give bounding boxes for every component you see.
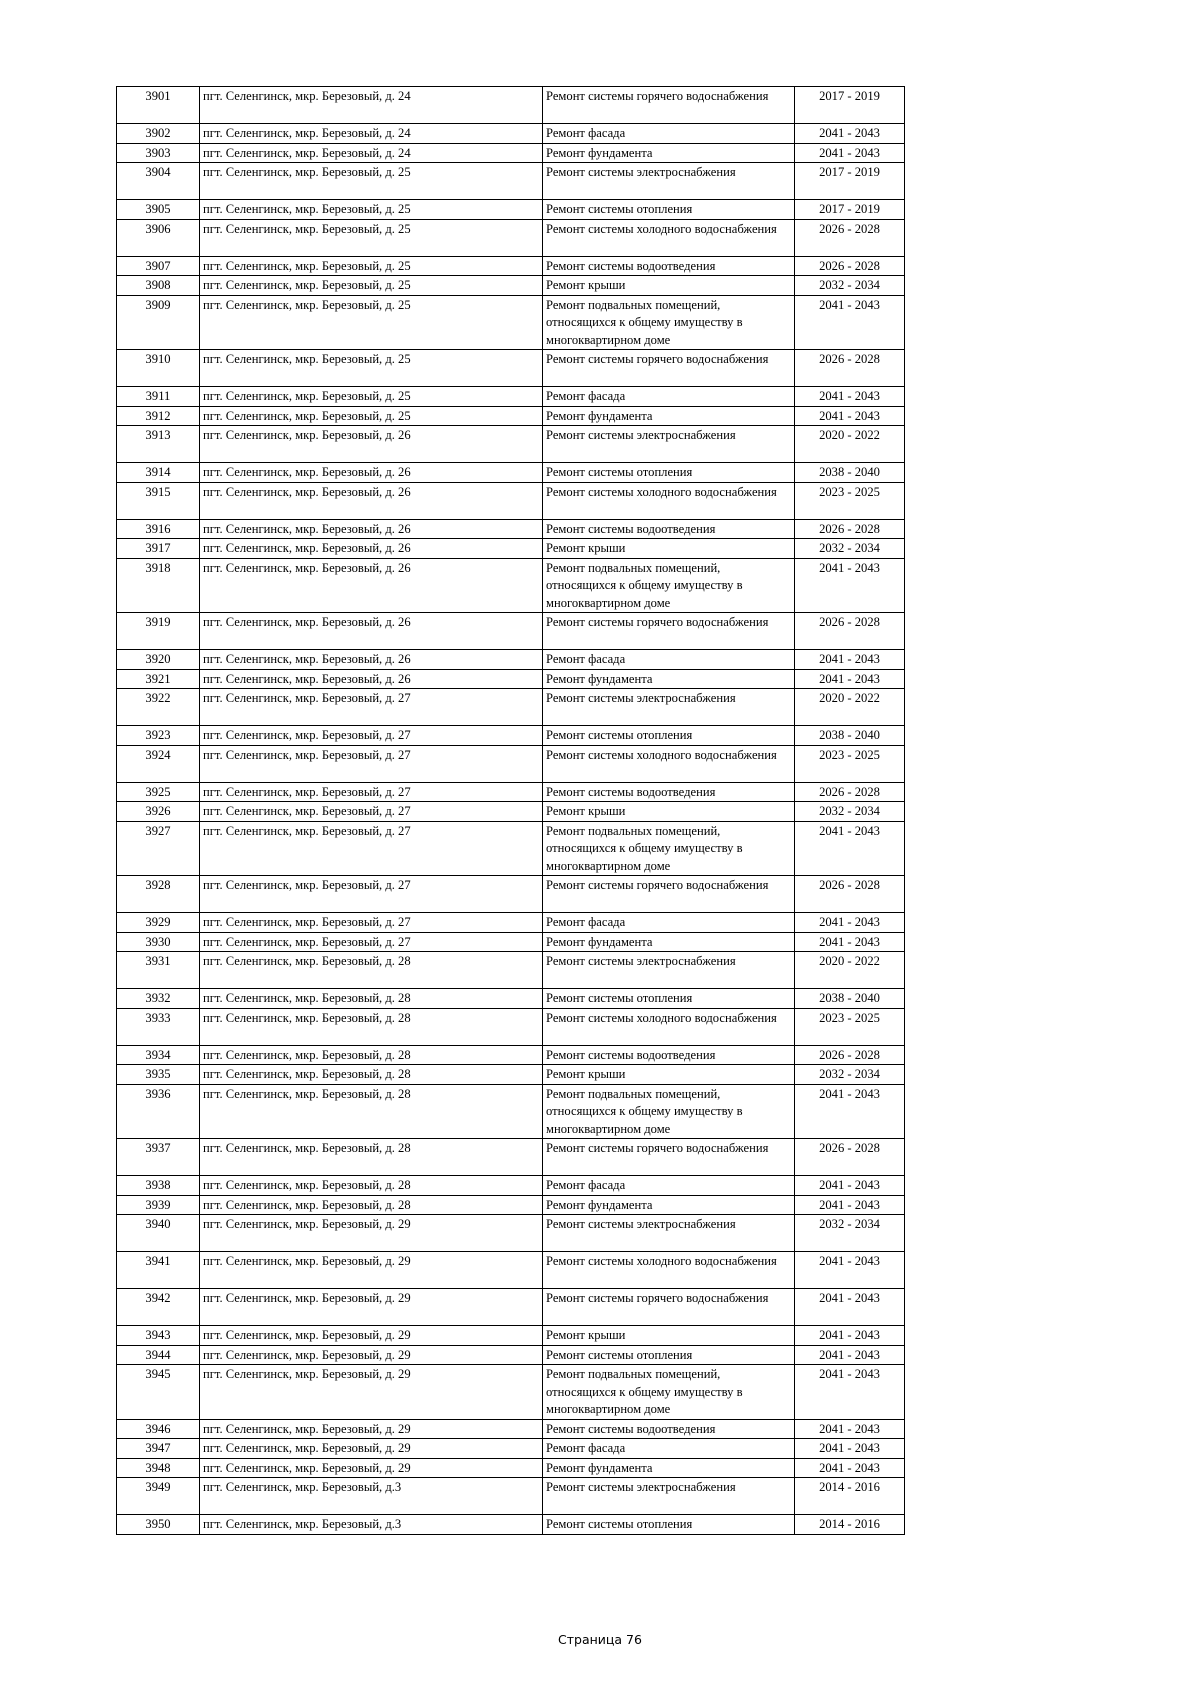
period-cell: 2041 - 2043 [795,1419,905,1439]
period-cell: 2038 - 2040 [795,463,905,483]
address-cell: пгт. Селенгинск, мкр. Березовый, д. 27 [200,689,543,726]
address-cell: пгт. Селенгинск, мкр. Березовый, д. 24 [200,143,543,163]
work-type-cell: Ремонт крыши [543,802,795,822]
table-body [117,87,905,1535]
address-cell: пгт. Селенгинск, мкр. Березовый, д. 28 [200,1008,543,1045]
address-cell: пгт. Селенгинск, мкр. Березовый, д. 28 [200,1084,543,1139]
period-cell: 2014 - 2016 [795,1515,905,1535]
row-number-cell: 3933 [117,1008,200,1045]
work-type-cell: Ремонт системы отопления [543,1345,795,1365]
address-cell: пгт. Селенгинск, мкр. Березовый, д. 29 [200,1345,543,1365]
row-number-cell: 3921 [117,669,200,689]
work-type-cell: Ремонт системы холодного водоснабжения [543,745,795,782]
period-cell: 2041 - 2043 [795,669,905,689]
row-number-cell: 3919 [117,613,200,650]
table-row [117,932,905,952]
period-cell: 2026 - 2028 [795,1045,905,1065]
address-cell: пгт. Селенгинск, мкр. Березовый, д. 26 [200,613,543,650]
row-number-cell: 3920 [117,650,200,670]
table-row [117,463,905,483]
work-type-cell: Ремонт системы горячего водоснабжения [543,87,795,124]
work-type-cell: Ремонт фундамента [543,1458,795,1478]
address-cell: пгт. Селенгинск, мкр. Березовый, д. 27 [200,782,543,802]
table-row [117,650,905,670]
address-cell: пгт. Селенгинск, мкр. Березовый, д. 26 [200,463,543,483]
period-cell: 2026 - 2028 [795,876,905,913]
table-row [117,426,905,463]
work-type-cell: Ремонт подвальных помещений, относящихся к общему имуществу в многоквартирном доме [543,1365,795,1420]
table-row [117,1289,905,1326]
address-cell: пгт. Селенгинск, мкр. Березовый, д. 24 [200,87,543,124]
address-cell: пгт. Селенгинск, мкр. Березовый, д. 27 [200,745,543,782]
table-row [117,1345,905,1365]
row-number-cell: 3913 [117,426,200,463]
period-cell: 2041 - 2043 [795,650,905,670]
row-number-cell: 3930 [117,932,200,952]
table-row [117,1478,905,1515]
row-number-cell: 3902 [117,124,200,144]
table-row [117,219,905,256]
period-cell: 2032 - 2034 [795,1215,905,1252]
address-cell: пгт. Селенгинск, мкр. Березовый, д. 26 [200,669,543,689]
period-cell: 2032 - 2034 [795,802,905,822]
table-row [117,689,905,726]
table-row [117,782,905,802]
table-row [117,821,905,876]
period-cell: 2026 - 2028 [795,350,905,387]
period-cell: 2041 - 2043 [795,1365,905,1420]
work-type-cell: Ремонт системы холодного водоснабжения [543,482,795,519]
period-cell: 2041 - 2043 [795,1458,905,1478]
work-type-cell: Ремонт системы электроснабжения [543,952,795,989]
table-row [117,1195,905,1215]
row-number-cell: 3908 [117,276,200,296]
table-row [117,1419,905,1439]
row-number-cell: 3922 [117,689,200,726]
period-cell: 2020 - 2022 [795,952,905,989]
table-row [117,519,905,539]
work-type-cell: Ремонт системы отопления [543,726,795,746]
table-row [117,1139,905,1176]
work-type-cell: Ремонт системы электроснабжения [543,163,795,200]
row-number-cell: 3934 [117,1045,200,1065]
table-row [117,802,905,822]
row-number-cell: 3939 [117,1195,200,1215]
period-cell: 2041 - 2043 [795,1439,905,1459]
period-cell: 2041 - 2043 [795,1252,905,1289]
address-cell: пгт. Селенгинск, мкр. Березовый, д. 27 [200,726,543,746]
table-row [117,539,905,559]
period-cell: 2026 - 2028 [795,256,905,276]
address-cell: пгт. Селенгинск, мкр. Березовый, д. 26 [200,426,543,463]
work-type-cell: Ремонт системы горячего водоснабжения [543,613,795,650]
period-cell: 2041 - 2043 [795,821,905,876]
row-number-cell: 3947 [117,1439,200,1459]
period-cell: 2026 - 2028 [795,219,905,256]
period-cell: 2041 - 2043 [795,913,905,933]
address-cell: пгт. Селенгинск, мкр. Березовый, д. 25 [200,387,543,407]
work-type-cell: Ремонт фундамента [543,143,795,163]
table-row [117,1439,905,1459]
table-row [117,913,905,933]
address-cell: пгт. Селенгинск, мкр. Березовый, д. 29 [200,1289,543,1326]
work-type-cell: Ремонт системы водоотведения [543,1045,795,1065]
row-number-cell: 3924 [117,745,200,782]
work-type-cell: Ремонт фундамента [543,406,795,426]
table-row [117,1176,905,1196]
row-number-cell: 3901 [117,87,200,124]
period-cell: 2041 - 2043 [795,1195,905,1215]
address-cell: пгт. Селенгинск, мкр. Березовый, д.3 [200,1478,543,1515]
row-number-cell: 3935 [117,1065,200,1085]
work-type-cell: Ремонт фасада [543,1176,795,1196]
period-cell: 2020 - 2022 [795,689,905,726]
address-cell: пгт. Селенгинск, мкр. Березовый, д. 25 [200,200,543,220]
row-number-cell: 3910 [117,350,200,387]
period-cell: 2020 - 2022 [795,426,905,463]
table-row [117,387,905,407]
row-number-cell: 3943 [117,1326,200,1346]
table-row [117,276,905,296]
table-row [117,726,905,746]
work-type-cell: Ремонт подвальных помещений, относящихся к общему имуществу в многоквартирном доме [543,558,795,613]
address-cell: пгт. Селенгинск, мкр. Березовый, д. 26 [200,558,543,613]
address-cell: пгт. Селенгинск, мкр. Березовый, д. 29 [200,1252,543,1289]
address-cell: пгт. Селенгинск, мкр. Березовый, д. 26 [200,519,543,539]
period-cell: 2041 - 2043 [795,406,905,426]
row-number-cell: 3925 [117,782,200,802]
work-type-cell: Ремонт системы отопления [543,1515,795,1535]
period-cell: 2026 - 2028 [795,519,905,539]
row-number-cell: 3914 [117,463,200,483]
address-cell: пгт. Селенгинск, мкр. Березовый, д. 27 [200,802,543,822]
work-type-cell: Ремонт системы горячего водоснабжения [543,1139,795,1176]
address-cell: пгт. Селенгинск, мкр. Березовый, д. 26 [200,539,543,559]
row-number-cell: 3909 [117,295,200,350]
row-number-cell: 3917 [117,539,200,559]
row-number-cell: 3936 [117,1084,200,1139]
row-number-cell: 3928 [117,876,200,913]
row-number-cell: 3946 [117,1419,200,1439]
work-type-cell: Ремонт системы отопления [543,200,795,220]
work-type-cell: Ремонт подвальных помещений, относящихся к общему имуществу в многоквартирном доме [543,295,795,350]
period-cell: 2041 - 2043 [795,143,905,163]
period-cell: 2032 - 2034 [795,276,905,296]
address-cell: пгт. Селенгинск, мкр. Березовый, д. 28 [200,1065,543,1085]
row-number-cell: 3926 [117,802,200,822]
address-cell: пгт. Селенгинск, мкр. Березовый, д. 26 [200,650,543,670]
period-cell: 2041 - 2043 [795,1326,905,1346]
work-type-cell: Ремонт фасада [543,124,795,144]
work-type-cell: Ремонт системы электроснабжения [543,426,795,463]
period-cell: 2023 - 2025 [795,745,905,782]
row-number-cell: 3907 [117,256,200,276]
row-number-cell: 3904 [117,163,200,200]
table-row [117,1515,905,1535]
address-cell: пгт. Селенгинск, мкр. Березовый, д. 24 [200,124,543,144]
table-row [117,87,905,124]
table-row [117,256,905,276]
table-row [117,1252,905,1289]
row-number-cell: 3903 [117,143,200,163]
table-row [117,350,905,387]
row-number-cell: 3942 [117,1289,200,1326]
table-row [117,1458,905,1478]
period-cell: 2032 - 2034 [795,539,905,559]
row-number-cell: 3932 [117,989,200,1009]
address-cell: пгт. Селенгинск, мкр. Березовый, д. 25 [200,256,543,276]
address-cell: пгт. Селенгинск, мкр. Березовый, д. 29 [200,1439,543,1459]
table-row [117,1065,905,1085]
period-cell: 2038 - 2040 [795,989,905,1009]
work-type-cell: Ремонт крыши [543,1065,795,1085]
period-cell: 2032 - 2034 [795,1065,905,1085]
work-type-cell: Ремонт системы водоотведения [543,256,795,276]
address-cell: пгт. Селенгинск, мкр. Березовый, д. 27 [200,913,543,933]
table-row [117,1084,905,1139]
work-type-cell: Ремонт системы электроснабжения [543,1478,795,1515]
row-number-cell: 3931 [117,952,200,989]
address-cell: пгт. Селенгинск, мкр. Березовый, д. 28 [200,952,543,989]
row-number-cell: 3948 [117,1458,200,1478]
work-type-cell: Ремонт системы холодного водоснабжения [543,1008,795,1045]
period-cell: 2026 - 2028 [795,1139,905,1176]
table-row [117,295,905,350]
row-number-cell: 3905 [117,200,200,220]
table-row [117,143,905,163]
work-type-cell: Ремонт системы горячего водоснабжения [543,1289,795,1326]
period-cell: 2026 - 2028 [795,613,905,650]
period-cell: 2014 - 2016 [795,1478,905,1515]
period-cell: 2023 - 2025 [795,1008,905,1045]
address-cell: пгт. Селенгинск, мкр. Березовый, д. 29 [200,1365,543,1420]
row-number-cell: 3915 [117,482,200,519]
row-number-cell: 3940 [117,1215,200,1252]
address-cell: пгт. Селенгинск, мкр. Березовый, д. 27 [200,932,543,952]
work-type-cell: Ремонт фундамента [543,1195,795,1215]
address-cell: пгт. Селенгинск, мкр. Березовый, д. 29 [200,1458,543,1478]
work-type-cell: Ремонт системы водоотведения [543,519,795,539]
row-number-cell: 3916 [117,519,200,539]
row-number-cell: 3927 [117,821,200,876]
row-number-cell: 3912 [117,406,200,426]
period-cell: 2017 - 2019 [795,163,905,200]
address-cell: пгт. Селенгинск, мкр. Березовый, д. 25 [200,406,543,426]
work-type-cell: Ремонт системы водоотведения [543,1419,795,1439]
address-cell: пгт. Селенгинск, мкр. Березовый, д. 29 [200,1419,543,1439]
period-cell: 2041 - 2043 [795,558,905,613]
row-number-cell: 3911 [117,387,200,407]
row-number-cell: 3938 [117,1176,200,1196]
address-cell: пгт. Селенгинск, мкр. Березовый, д. 27 [200,876,543,913]
address-cell: пгт. Селенгинск, мкр. Березовый, д. 25 [200,295,543,350]
work-type-cell: Ремонт крыши [543,276,795,296]
table-row [117,613,905,650]
row-number-cell: 3906 [117,219,200,256]
row-number-cell: 3941 [117,1252,200,1289]
work-type-cell: Ремонт системы отопления [543,989,795,1009]
work-type-cell: Ремонт системы водоотведения [543,782,795,802]
table-row [117,1215,905,1252]
work-type-cell: Ремонт фундамента [543,669,795,689]
work-type-cell: Ремонт фасада [543,387,795,407]
row-number-cell: 3923 [117,726,200,746]
work-type-cell: Ремонт фундамента [543,932,795,952]
table-row [117,745,905,782]
address-cell: пгт. Селенгинск, мкр. Березовый, д. 25 [200,219,543,256]
address-cell: пгт. Селенгинск, мкр. Березовый, д. 28 [200,1045,543,1065]
period-cell: 2041 - 2043 [795,1289,905,1326]
work-type-cell: Ремонт системы горячего водоснабжения [543,876,795,913]
period-cell: 2041 - 2043 [795,932,905,952]
work-type-cell: Ремонт подвальных помещений, относящихся к общему имуществу в многоквартирном доме [543,821,795,876]
table-row [117,1008,905,1045]
table-row [117,876,905,913]
period-cell: 2041 - 2043 [795,387,905,407]
address-cell: пгт. Селенгинск, мкр. Березовый, д. 26 [200,482,543,519]
work-type-cell: Ремонт фасада [543,913,795,933]
row-number-cell: 3944 [117,1345,200,1365]
work-type-cell: Ремонт системы отопления [543,463,795,483]
period-cell: 2041 - 2043 [795,1176,905,1196]
work-type-cell: Ремонт системы холодного водоснабжения [543,1252,795,1289]
page-number: Страница 76 [558,1632,642,1647]
work-type-cell: Ремонт фасада [543,1439,795,1459]
address-cell: пгт. Селенгинск, мкр. Березовый, д. 25 [200,163,543,200]
address-cell: пгт. Селенгинск, мкр. Березовый, д. 28 [200,1139,543,1176]
table-row [117,669,905,689]
table-row [117,952,905,989]
work-type-cell: Ремонт крыши [543,539,795,559]
period-cell: 2041 - 2043 [795,124,905,144]
period-cell: 2017 - 2019 [795,200,905,220]
period-cell: 2023 - 2025 [795,482,905,519]
address-cell: пгт. Селенгинск, мкр. Березовый, д. 25 [200,350,543,387]
row-number-cell: 3929 [117,913,200,933]
work-type-cell: Ремонт системы электроснабжения [543,1215,795,1252]
table-row [117,406,905,426]
table-row [117,163,905,200]
address-cell: пгт. Селенгинск, мкр. Березовый, д. 29 [200,1326,543,1346]
address-cell: пгт. Селенгинск, мкр. Березовый, д. 28 [200,1176,543,1196]
address-cell: пгт. Селенгинск, мкр. Березовый, д. 29 [200,1215,543,1252]
table-row [117,558,905,613]
table-row [117,1365,905,1420]
period-cell: 2041 - 2043 [795,1345,905,1365]
table-row [117,482,905,519]
period-cell: 2026 - 2028 [795,782,905,802]
address-cell: пгт. Селенгинск, мкр. Березовый, д. 28 [200,989,543,1009]
table-row [117,200,905,220]
table-row [117,1326,905,1346]
address-cell: пгт. Селенгинск, мкр. Березовый, д. 27 [200,821,543,876]
period-cell: 2017 - 2019 [795,87,905,124]
work-type-cell: Ремонт системы горячего водоснабжения [543,350,795,387]
address-cell: пгт. Селенгинск, мкр. Березовый, д. 25 [200,276,543,296]
row-number-cell: 3949 [117,1478,200,1515]
period-cell: 2041 - 2043 [795,1084,905,1139]
work-type-cell: Ремонт подвальных помещений, относящихся к общему имуществу в многоквартирном доме [543,1084,795,1139]
address-cell: пгт. Селенгинск, мкр. Березовый, д. 28 [200,1195,543,1215]
table-row [117,1045,905,1065]
row-number-cell: 3945 [117,1365,200,1420]
work-type-cell: Ремонт крыши [543,1326,795,1346]
row-number-cell: 3918 [117,558,200,613]
period-cell: 2041 - 2043 [795,295,905,350]
period-cell: 2038 - 2040 [795,726,905,746]
table-row [117,124,905,144]
table-row [117,989,905,1009]
work-type-cell: Ремонт фасада [543,650,795,670]
repair-schedule-table [116,86,905,1535]
row-number-cell: 3950 [117,1515,200,1535]
work-type-cell: Ремонт системы электроснабжения [543,689,795,726]
row-number-cell: 3937 [117,1139,200,1176]
address-cell: пгт. Селенгинск, мкр. Березовый, д.3 [200,1515,543,1535]
work-type-cell: Ремонт системы холодного водоснабжения [543,219,795,256]
